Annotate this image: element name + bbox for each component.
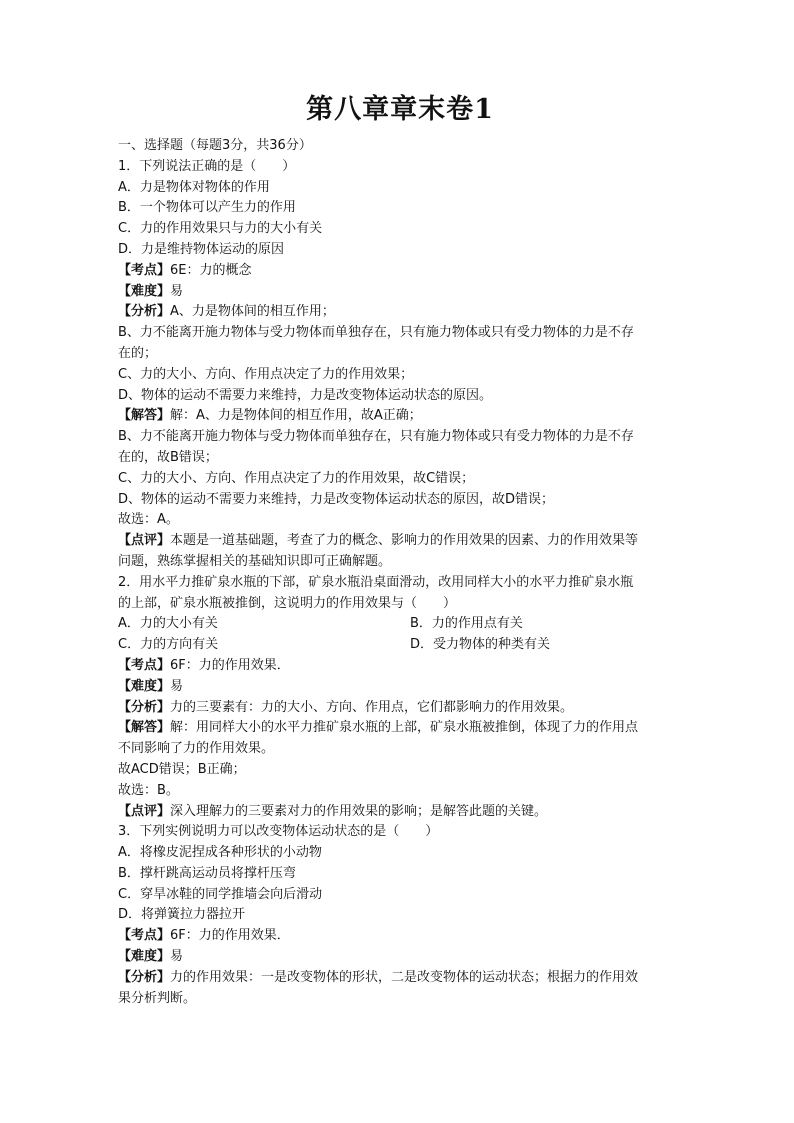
q1-fenxi-5: D、物体的运动不需要力来维持，力是改变物体运动状态的原因。 (118, 387, 493, 403)
page-title: 第八章章末卷1 (306, 94, 494, 125)
q1-fenxi-text: A、力是物体间的相互作用； (170, 304, 335, 320)
q1-nandu-text: 易 (170, 283, 184, 299)
q1-fenxi-1 (118, 302, 682, 323)
q1-dianping-2: 问题，熟练掌握相关的基础知识即可正确解题。 (118, 553, 392, 569)
q1-nandu-tag: 【难度】 (118, 283, 171, 299)
q2-option-b: B．力的作用点有关 (410, 616, 523, 632)
q1-kaodian-tag: 【考点】 (118, 262, 171, 278)
q1-fenxi-tag: 【分析】 (118, 304, 171, 320)
q1-dianping-tag: 【点评】 (118, 533, 171, 549)
q1-dianping-1 (118, 531, 682, 552)
q3-fenxi-text: 力的作用效果：一是改变物体的形状，二是改变物体的运动状态；根据力的作用效 (170, 969, 639, 985)
q2-dianping-text: 深入理解力的三要素对力的作用效果的影响；是解答此题的关键。 (170, 803, 548, 819)
q3-fenxi-tag: 【分析】 (118, 969, 171, 985)
q3-nandu-text: 易 (170, 949, 184, 965)
q3-nandu-tag: 【难度】 (118, 949, 171, 965)
question-2-stem-1: 2．用水平力推矿泉水瓶的下部，矿泉水瓶沿桌面滑动，改用同样大小的水平力推矿泉水瓶 (118, 574, 634, 590)
q3-option-c: C．穿旱冰鞋的同学推墙会向后滑动 (118, 886, 323, 902)
q1-fenxi-2: B、力不能离开施力物体与受力物体而单独存在，只有施力物体或只有受力物体的力是不存 (118, 325, 634, 341)
question-3-stem: 3．下列实例说明力可以改变物体运动状态的是（ ） (118, 824, 439, 840)
q1-jieda-2: B、力不能离开施力物体与受力物体而单独存在，只有施力物体或只有受力物体的力是不存 (118, 429, 634, 445)
q3-option-a: A．将橡皮泥捏成各种形状的小动物 (118, 845, 322, 861)
q1-option-d: D．力是维持物体运动的原因 (118, 241, 285, 257)
q1-kaodian-text: 6E：力的概念 (170, 262, 252, 278)
q1-option-a: A．力是物体对物体的作用 (118, 179, 270, 195)
q1-jieda-4: C、力的大小、方向、作用点决定了力的作用效果，故C错误； (118, 470, 475, 486)
question-2-stem-2: 的上部，矿泉水瓶被推倒，这说明力的作用效果与（ ） (118, 595, 457, 611)
section-heading: 一、选择题（每题3分，共36分） (118, 138, 312, 153)
q2-jieda-2: 不同影响了力的作用效果。 (118, 741, 275, 757)
document-page (118, 92, 682, 1009)
q1-jieda-text: 解：A、力是物体间的相互作用，故A正确； (170, 408, 422, 424)
q1-kaodian (118, 261, 682, 282)
q3-fenxi-2: 果分析判断。 (118, 990, 197, 1006)
q2-dianping (118, 802, 682, 823)
q1-dianping-text: 本题是一道基础题，考查了力的概念、影响力的作用效果的因素、力的作用效果等 (170, 533, 639, 549)
q2-kaodian-tag: 【考点】 (118, 657, 171, 673)
q3-kaodian-text: 6F：力的作用效果． (170, 928, 290, 944)
q2-jieda-3: 故ACD错误；B正确； (118, 761, 246, 777)
q2-fenxi (118, 698, 682, 719)
q3-option-b: B．撑杆跳高运动员将撑杆压弯 (118, 865, 296, 881)
q1-jieda-tag: 【解答】 (118, 408, 171, 424)
q2-nandu (118, 677, 682, 698)
q2-jieda-1 (118, 718, 682, 739)
q1-answer: 故选：A。 (118, 512, 179, 528)
question-1-stem: 1．下列说法正确的是（ ） (118, 158, 296, 174)
q2-answer: 故选：B。 (118, 782, 179, 798)
q3-kaodian (118, 926, 682, 947)
q2-nandu-text: 易 (170, 678, 184, 694)
q2-options-row-1 (118, 614, 682, 635)
q2-option-c: C．力的方向有关 (118, 637, 219, 653)
q1-fenxi-3: 在的； (118, 345, 158, 361)
q2-option-d: D．受力物体的种类有关 (410, 637, 551, 653)
q3-option-d: D．将弹簧拉力器拉开 (118, 907, 246, 923)
q1-nandu (118, 282, 682, 303)
q2-kaodian (118, 656, 682, 677)
q2-jieda-tag: 【解答】 (118, 720, 171, 736)
q1-jieda-1 (118, 406, 682, 427)
q2-fenxi-tag: 【分析】 (118, 699, 171, 715)
q2-option-a: A．力的大小有关 (118, 616, 218, 632)
q2-dianping-tag: 【点评】 (118, 803, 171, 819)
q1-option-c: C．力的作用效果只与力的大小有关 (118, 221, 323, 237)
q1-jieda-3: 在的，故B错误； (118, 449, 218, 465)
q1-fenxi-4: C、力的大小、方向、作用点决定了力的作用效果； (118, 366, 414, 382)
q3-fenxi-1 (118, 968, 682, 989)
q1-option-b: B．一个物体可以产生力的作用 (118, 200, 296, 216)
q3-nandu (118, 947, 682, 968)
q3-kaodian-tag: 【考点】 (118, 928, 171, 944)
q2-options-row-2 (118, 635, 682, 656)
q2-fenxi-text: 力的三要素有：力的大小、方向、作用点，它们都影响力的作用效果。 (170, 699, 574, 715)
q1-jieda-5: D、物体的运动不需要力来维持，力是改变物体运动状态的原因，故D错误； (118, 491, 555, 507)
q2-kaodian-text: 6F：力的作用效果． (170, 657, 290, 673)
q2-nandu-tag: 【难度】 (118, 678, 171, 694)
q2-jieda-text: 解：用同样大小的水平力推矿泉水瓶的上部，矿泉水瓶被推倒，体现了力的作用点 (170, 720, 639, 736)
